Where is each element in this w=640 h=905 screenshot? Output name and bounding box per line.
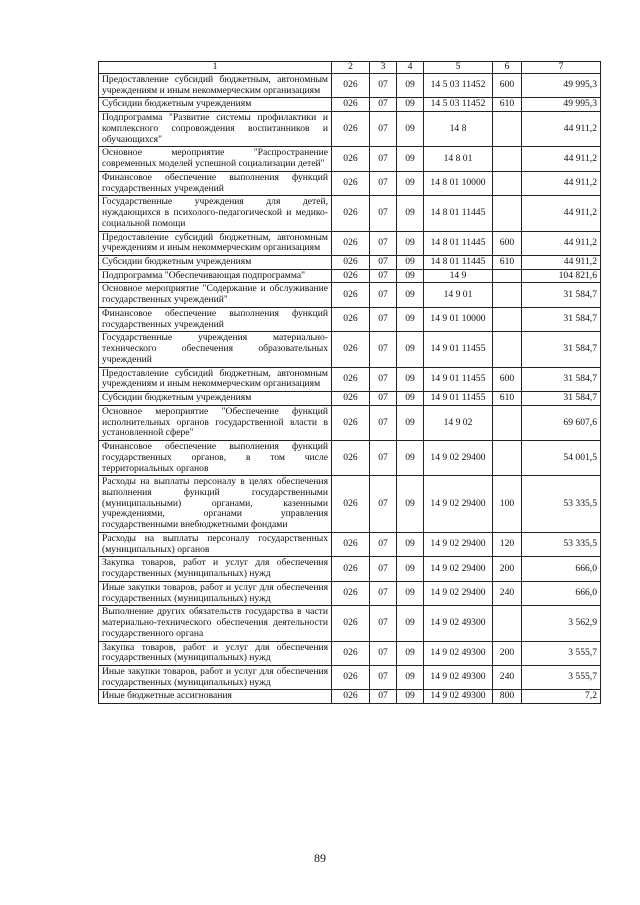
ministry-code-cell: 026 <box>332 405 370 440</box>
ministry-code-cell: 026 <box>332 581 370 605</box>
item-name-cell: Субсидии бюджетным учреждениям <box>99 98 332 112</box>
amount-cell: 31 584,7 <box>522 283 601 307</box>
table-row <box>99 283 601 307</box>
table-row <box>99 256 601 270</box>
ministry-code-cell: 026 <box>332 256 370 270</box>
target-article-cell: 14 9 01 11455 <box>424 332 493 367</box>
section-code-cell: 07 <box>370 231 397 255</box>
amount-cell: 31 584,7 <box>522 332 601 367</box>
target-article-cell: 14 5 03 11452 <box>424 74 493 98</box>
table-body <box>99 74 601 704</box>
amount-cell: 3 555,7 <box>522 665 601 689</box>
item-name-cell: Финансовое обеспечение выполнения функций государственных учреждений <box>99 307 332 331</box>
expense-type-cell: 800 <box>493 690 522 704</box>
expense-type-cell <box>493 606 522 641</box>
target-article-cell: 14 9 02 <box>424 405 493 440</box>
column-header: 6 <box>493 62 522 74</box>
subsection-code-cell: 09 <box>397 196 424 231</box>
section-code-cell: 07 <box>370 196 397 231</box>
subsection-code-cell: 09 <box>397 269 424 283</box>
expense-type-cell: 610 <box>493 392 522 406</box>
ministry-code-cell: 026 <box>332 98 370 112</box>
column-header: 5 <box>424 62 493 74</box>
item-name-cell: Предоставление субсидий бюджетным, автономным учреждениям и иным некоммерческим организациям <box>99 231 332 255</box>
expense-type-cell: 100 <box>493 476 522 533</box>
table-row <box>99 367 601 391</box>
amount-cell: 104 821,6 <box>522 269 601 283</box>
table-row <box>99 332 601 367</box>
ministry-code-cell: 026 <box>332 74 370 98</box>
table-row <box>99 405 601 440</box>
expense-type-cell: 600 <box>493 74 522 98</box>
expense-type-cell: 200 <box>493 557 522 581</box>
ministry-code-cell: 026 <box>332 112 370 147</box>
table-row <box>99 557 601 581</box>
table-row <box>99 641 601 665</box>
item-name-cell: Основное мероприятие "Содержание и обслуживание государственных учреждений" <box>99 283 332 307</box>
item-name-cell: Иные закупки товаров, работ и услуг для обеспечения государственных (муниципальных) нужд <box>99 581 332 605</box>
subsection-code-cell: 09 <box>397 606 424 641</box>
item-name-cell: Государственные учреждения для детей, нуждающихся в психолого-педагогической и медико-социальной помощи <box>99 196 332 231</box>
ministry-code-cell: 026 <box>332 231 370 255</box>
amount-cell: 666,0 <box>522 557 601 581</box>
amount-cell: 3 555,7 <box>522 641 601 665</box>
expense-type-cell: 600 <box>493 367 522 391</box>
section-code-cell: 07 <box>370 269 397 283</box>
target-article-cell: 14 9 <box>424 269 493 283</box>
column-header: 3 <box>370 62 397 74</box>
expense-type-cell: 600 <box>493 231 522 255</box>
item-name-cell: Субсидии бюджетным учреждениям <box>99 256 332 270</box>
budget-table <box>98 61 601 704</box>
section-code-cell: 07 <box>370 98 397 112</box>
table-row <box>99 690 601 704</box>
expense-type-cell: 610 <box>493 256 522 270</box>
target-article-cell: 14 9 02 29400 <box>424 557 493 581</box>
subsection-code-cell: 09 <box>397 557 424 581</box>
ministry-code-cell: 026 <box>332 392 370 406</box>
ministry-code-cell: 026 <box>332 606 370 641</box>
item-name-cell: Закупка товаров, работ и услуг для обеспечения государственных (муниципальных) нужд <box>99 557 332 581</box>
expense-type-cell: 240 <box>493 665 522 689</box>
target-article-cell: 14 9 02 29400 <box>424 581 493 605</box>
target-article-cell: 14 9 01 <box>424 283 493 307</box>
table-row <box>99 581 601 605</box>
target-article-cell: 14 9 01 10000 <box>424 307 493 331</box>
expense-type-cell: 200 <box>493 641 522 665</box>
table-row <box>99 307 601 331</box>
subsection-code-cell: 09 <box>397 98 424 112</box>
table-row <box>99 112 601 147</box>
target-article-cell: 14 8 01 10000 <box>424 171 493 195</box>
item-name-cell: Субсидии бюджетным учреждениям <box>99 392 332 406</box>
ministry-code-cell: 026 <box>332 307 370 331</box>
subsection-code-cell: 09 <box>397 332 424 367</box>
target-article-cell: 14 9 02 29400 <box>424 476 493 533</box>
item-name-cell: Финансовое обеспечение выполнения функций государственных органов, в том числе территориальных органов <box>99 441 332 476</box>
expense-type-cell: 120 <box>493 532 522 556</box>
subsection-code-cell: 09 <box>397 532 424 556</box>
target-article-cell: 14 8 01 11445 <box>424 196 493 231</box>
table-row <box>99 606 601 641</box>
table-row <box>99 196 601 231</box>
section-code-cell: 07 <box>370 581 397 605</box>
section-code-cell: 07 <box>370 392 397 406</box>
target-article-cell: 14 9 02 49300 <box>424 641 493 665</box>
amount-cell: 53 335,5 <box>522 532 601 556</box>
table-row <box>99 476 601 533</box>
subsection-code-cell: 09 <box>397 231 424 255</box>
ministry-code-cell: 026 <box>332 147 370 171</box>
expense-type-cell <box>493 283 522 307</box>
subsection-code-cell: 09 <box>397 171 424 195</box>
amount-cell: 49 995,3 <box>522 74 601 98</box>
ministry-code-cell: 026 <box>332 476 370 533</box>
expense-type-cell <box>493 147 522 171</box>
amount-cell: 53 335,5 <box>522 476 601 533</box>
item-name-cell: Расходы на выплаты персоналу в целях обеспечения выполнения функций государственными (муниципальными) органами, казенными учреждениями, органами управления государственными внебюджетными фондами <box>99 476 332 533</box>
ministry-code-cell: 026 <box>332 332 370 367</box>
target-article-cell: 14 8 <box>424 112 493 147</box>
subsection-code-cell: 09 <box>397 690 424 704</box>
target-article-cell: 14 8 01 11445 <box>424 231 493 255</box>
column-header: 4 <box>397 62 424 74</box>
item-name-cell: Предоставление субсидий бюджетным, автономным учреждениям и иным некоммерческим организациям <box>99 74 332 98</box>
subsection-code-cell: 09 <box>397 405 424 440</box>
target-article-cell: 14 9 02 29400 <box>424 441 493 476</box>
header-row <box>99 62 601 74</box>
section-code-cell: 07 <box>370 367 397 391</box>
ministry-code-cell: 026 <box>332 441 370 476</box>
expense-type-cell <box>493 269 522 283</box>
item-name-cell: Закупка товаров, работ и услуг для обеспечения государственных (муниципальных) нужд <box>99 641 332 665</box>
ministry-code-cell: 026 <box>332 171 370 195</box>
section-code-cell: 07 <box>370 690 397 704</box>
ministry-code-cell: 026 <box>332 641 370 665</box>
item-name-cell: Подпрограмма "Развитие системы профилактики и комплексного сопровождения воспитанников и обучающихся" <box>99 112 332 147</box>
expense-type-cell <box>493 441 522 476</box>
amount-cell: 3 562,9 <box>522 606 601 641</box>
section-code-cell: 07 <box>370 307 397 331</box>
expense-type-cell <box>493 196 522 231</box>
subsection-code-cell: 09 <box>397 367 424 391</box>
target-article-cell: 14 9 02 49300 <box>424 690 493 704</box>
subsection-code-cell: 09 <box>397 147 424 171</box>
ministry-code-cell: 026 <box>332 269 370 283</box>
table-row <box>99 392 601 406</box>
ministry-code-cell: 026 <box>332 367 370 391</box>
subsection-code-cell: 09 <box>397 476 424 533</box>
subsection-code-cell: 09 <box>397 307 424 331</box>
item-name-cell: Иные бюджетные ассигнования <box>99 690 332 704</box>
item-name-cell: Предоставление субсидий бюджетным, автономным учреждениям и иным некоммерческим организациям <box>99 367 332 391</box>
subsection-code-cell: 09 <box>397 112 424 147</box>
table-row <box>99 532 601 556</box>
expense-type-cell: 240 <box>493 581 522 605</box>
section-code-cell: 07 <box>370 171 397 195</box>
subsection-code-cell: 09 <box>397 665 424 689</box>
ministry-code-cell: 026 <box>332 283 370 307</box>
table-row <box>99 441 601 476</box>
column-header: 1 <box>99 62 332 74</box>
item-name-cell: Основное мероприятие "Обеспечение функций исполнительных органов государственной власти в установленной сфере" <box>99 405 332 440</box>
section-code-cell: 07 <box>370 665 397 689</box>
subsection-code-cell: 09 <box>397 441 424 476</box>
target-article-cell: 14 9 02 49300 <box>424 665 493 689</box>
amount-cell: 44 911,2 <box>522 196 601 231</box>
table-row <box>99 147 601 171</box>
section-code-cell: 07 <box>370 606 397 641</box>
amount-cell: 666,0 <box>522 581 601 605</box>
target-article-cell: 14 9 01 11455 <box>424 367 493 391</box>
table-row <box>99 74 601 98</box>
amount-cell: 31 584,7 <box>522 307 601 331</box>
section-code-cell: 07 <box>370 405 397 440</box>
ministry-code-cell: 026 <box>332 665 370 689</box>
expense-type-cell <box>493 332 522 367</box>
section-code-cell: 07 <box>370 557 397 581</box>
expense-type-cell: 610 <box>493 98 522 112</box>
target-article-cell: 14 9 01 11455 <box>424 392 493 406</box>
subsection-code-cell: 09 <box>397 581 424 605</box>
subsection-code-cell: 09 <box>397 256 424 270</box>
ministry-code-cell: 026 <box>332 532 370 556</box>
target-article-cell: 14 9 02 49300 <box>424 606 493 641</box>
amount-cell: 54 001,5 <box>522 441 601 476</box>
section-code-cell: 07 <box>370 74 397 98</box>
amount-cell: 31 584,7 <box>522 367 601 391</box>
column-header: 2 <box>332 62 370 74</box>
amount-cell: 44 911,2 <box>522 231 601 255</box>
ministry-code-cell: 026 <box>332 196 370 231</box>
section-code-cell: 07 <box>370 256 397 270</box>
amount-cell: 69 607,6 <box>522 405 601 440</box>
table-row <box>99 665 601 689</box>
expense-type-cell <box>493 307 522 331</box>
amount-cell: 7,2 <box>522 690 601 704</box>
item-name-cell: Финансовое обеспечение выполнения функций государственных учреждений <box>99 171 332 195</box>
target-article-cell: 14 8 01 11445 <box>424 256 493 270</box>
item-name-cell: Выполнение других обязательств государства в части материально-технического обеспечения деятельности государственного органа <box>99 606 332 641</box>
section-code-cell: 07 <box>370 532 397 556</box>
amount-cell: 31 584,7 <box>522 392 601 406</box>
ministry-code-cell: 026 <box>332 690 370 704</box>
item-name-cell: Подпрограмма "Обеспечивающая подпрограмма" <box>99 269 332 283</box>
amount-cell: 44 911,2 <box>522 256 601 270</box>
table-row <box>99 269 601 283</box>
column-header: 7 <box>522 62 601 74</box>
table-row <box>99 231 601 255</box>
ministry-code-cell: 026 <box>332 557 370 581</box>
section-code-cell: 07 <box>370 147 397 171</box>
target-article-cell: 14 8 01 <box>424 147 493 171</box>
section-code-cell: 07 <box>370 112 397 147</box>
item-name-cell: Иные закупки товаров, работ и услуг для обеспечения государственных (муниципальных) нужд <box>99 665 332 689</box>
section-code-cell: 07 <box>370 283 397 307</box>
amount-cell: 44 911,2 <box>522 147 601 171</box>
expense-type-cell <box>493 405 522 440</box>
table-row <box>99 98 601 112</box>
table-row <box>99 171 601 195</box>
subsection-code-cell: 09 <box>397 74 424 98</box>
subsection-code-cell: 09 <box>397 641 424 665</box>
item-name-cell: Расходы на выплаты персоналу государственных (муниципальных) органов <box>99 532 332 556</box>
section-code-cell: 07 <box>370 641 397 665</box>
target-article-cell: 14 9 02 29400 <box>424 532 493 556</box>
section-code-cell: 07 <box>370 441 397 476</box>
section-code-cell: 07 <box>370 476 397 533</box>
expense-type-cell <box>493 171 522 195</box>
amount-cell: 44 911,2 <box>522 112 601 147</box>
target-article-cell: 14 5 03 11452 <box>424 98 493 112</box>
page-number: 89 <box>314 851 326 865</box>
amount-cell: 44 911,2 <box>522 171 601 195</box>
item-name-cell: Государственные учреждения материально-технического обеспечения образовательных учреждений <box>99 332 332 367</box>
expense-type-cell <box>493 112 522 147</box>
item-name-cell: Основное мероприятие "Распространение современных моделей успешной социализации детей" <box>99 147 332 171</box>
subsection-code-cell: 09 <box>397 283 424 307</box>
amount-cell: 49 995,3 <box>522 98 601 112</box>
subsection-code-cell: 09 <box>397 392 424 406</box>
section-code-cell: 07 <box>370 332 397 367</box>
